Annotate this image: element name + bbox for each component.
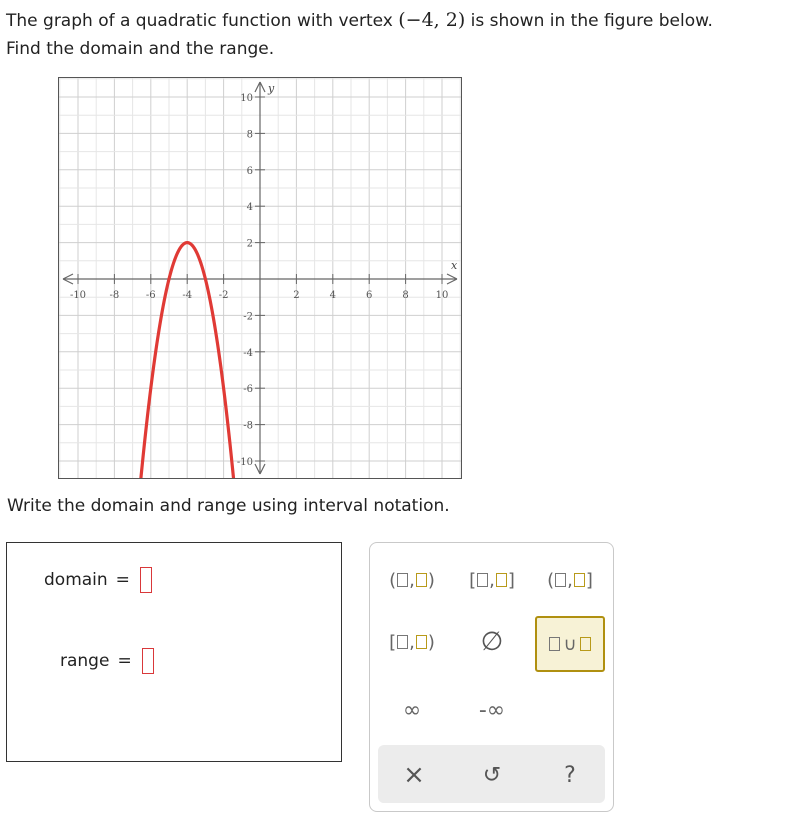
x-tick-label: -10 [69, 290, 87, 301]
instruction-text: Write the domain and range using interval notation. [7, 496, 450, 516]
help-button[interactable] [548, 757, 592, 793]
math-palette [369, 542, 614, 812]
undo-button[interactable] [470, 757, 514, 793]
open-open-interval-button[interactable]: ( , ) [389, 569, 435, 591]
union-button[interactable] [535, 616, 605, 672]
y-tick-label: -10 [236, 457, 253, 468]
help-icon: ? [564, 762, 576, 788]
x-tick-label: -6 [145, 290, 156, 301]
negative-infinity-button[interactable] [460, 691, 524, 729]
x-tick-label: -2 [218, 290, 229, 301]
range-equals: = [117, 651, 132, 671]
question-line-2: Find the domain and the range. [6, 39, 275, 59]
y-tick-label: -8 [243, 420, 253, 432]
y-tick-label: 4 [246, 202, 253, 214]
x-tick-label: -8 [109, 290, 120, 301]
infinity-button[interactable] [380, 691, 444, 729]
vertex-value: (−4, 2) [398, 9, 466, 31]
domain-row [44, 567, 152, 593]
x-axis-label: x [451, 259, 458, 272]
y-tick-label: 8 [246, 129, 253, 141]
range-row [60, 648, 154, 674]
clear-button[interactable] [392, 757, 436, 793]
infinity-icon: ∞ [402, 697, 422, 723]
closed-closed-interval-button[interactable]: [ , ] [469, 569, 515, 591]
range-label: range [60, 651, 110, 671]
closed-open-interval-button[interactable]: [ , ) [389, 631, 435, 653]
answer-box [6, 542, 342, 762]
range-input[interactable] [142, 648, 154, 674]
graph-panel [58, 77, 462, 479]
y-tick-label: 6 [246, 165, 253, 177]
x-tick-label: 4 [329, 290, 336, 301]
open-closed-interval-button[interactable]: ( , ] [547, 569, 593, 591]
domain-label: domain [44, 570, 108, 590]
x-tick-label: 10 [435, 290, 449, 301]
empty-set-icon: ∅ [480, 627, 504, 657]
x-tick-label: 6 [366, 290, 373, 301]
x-tick-label: -4 [182, 290, 193, 301]
parabola-graph [59, 78, 461, 478]
close-icon: × [403, 760, 425, 790]
x-tick-label: 8 [402, 290, 409, 301]
action-tray [378, 745, 605, 803]
domain-input[interactable] [140, 567, 152, 593]
y-tick-label: -6 [243, 384, 253, 396]
y-tick-label: 10 [240, 93, 253, 104]
y-axis-label: y [268, 82, 275, 95]
y-tick-label: 2 [246, 238, 253, 250]
y-tick-label: -4 [243, 347, 253, 359]
x-tick-label: 2 [293, 290, 300, 301]
question-line-1: The graph of a quadratic function with vertex (−4, 2) is shown in the figure below. [6, 9, 713, 31]
y-tick-label: -2 [243, 311, 253, 323]
question-text [6, 6, 786, 63]
empty-set-button[interactable] [460, 623, 524, 661]
negative-infinity-icon: -∞ [478, 697, 506, 723]
undo-icon: ↺ [482, 762, 502, 788]
union-icon: ∪ [563, 633, 577, 655]
domain-equals: = [115, 570, 130, 590]
